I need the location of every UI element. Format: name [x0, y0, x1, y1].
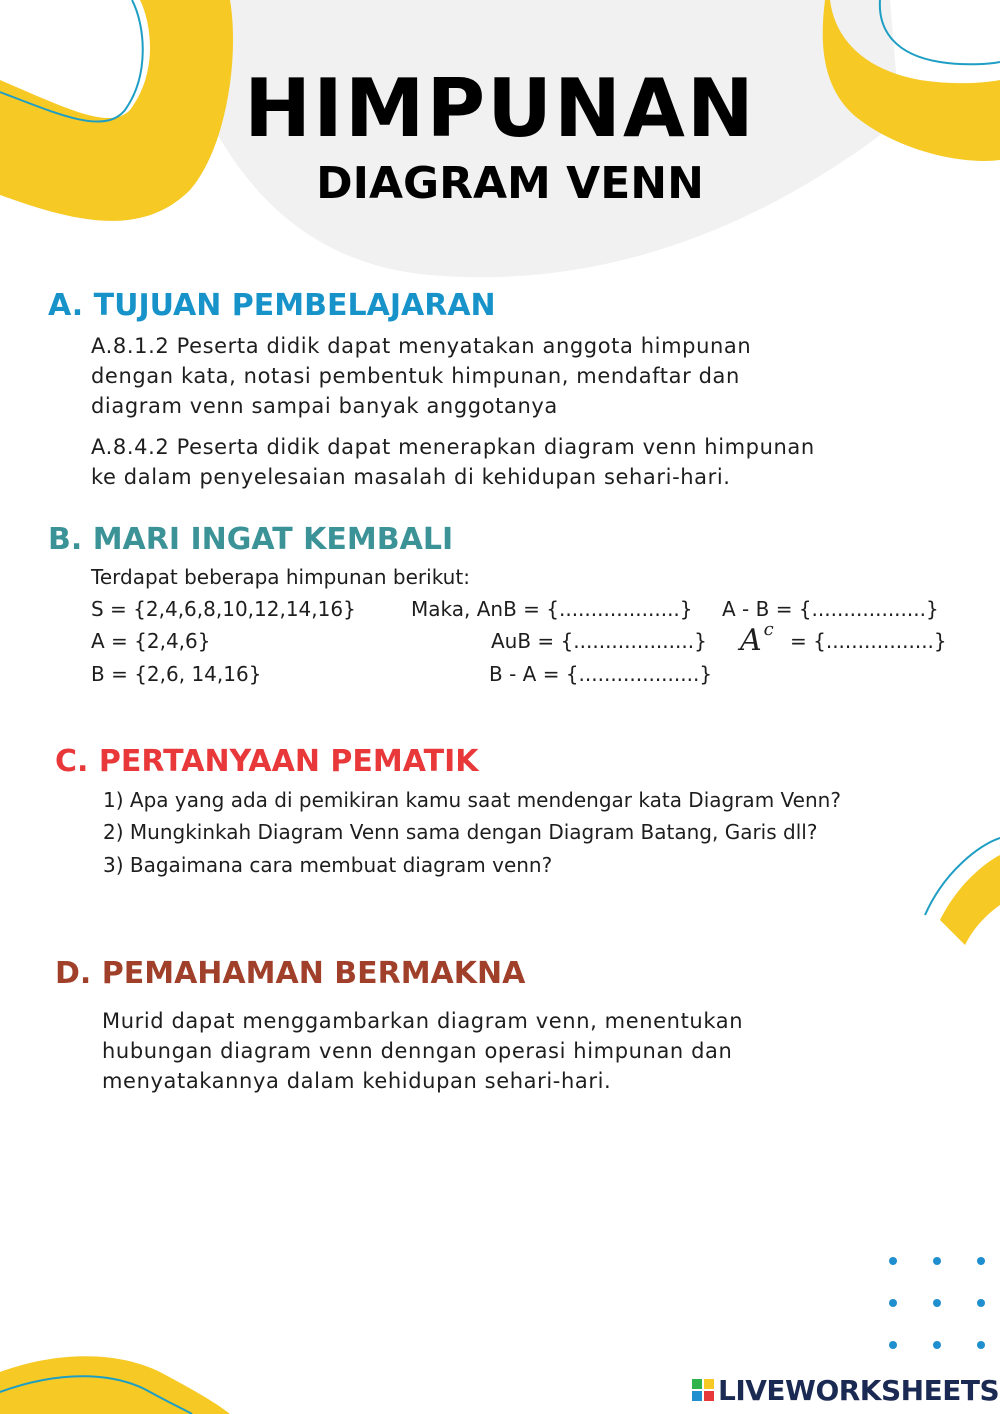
- section-c-heading: C. PERTANYAAN PEMATIK: [55, 744, 479, 779]
- section-d-line1: Murid dapat menggambarkan diagram venn, menentukan: [102, 1009, 744, 1033]
- dot-grid: [889, 1257, 985, 1349]
- set-s: S = {2,4,6,8,10,12,14,16}: [91, 597, 356, 621]
- question-a-minus-b: A - B = {..................}: [722, 597, 939, 621]
- question-b-minus-a: B - A = {...................}: [489, 662, 713, 686]
- page-title: HIMPUNAN: [244, 62, 756, 155]
- set-a: A = {2,4,6}: [91, 629, 211, 653]
- liveworksheets-logo-text: LIVEWORKSHEETS: [718, 1373, 1000, 1407]
- section-a-p1-line2: dengan kata, notasi pembentuk himpunan, mendaftar dan: [91, 364, 740, 388]
- teal-line-top-right: [880, 0, 1000, 64]
- section-a-heading: A. TUJUAN PEMBELAJARAN: [48, 288, 496, 323]
- section-b-intro: Terdapat beberapa himpunan berikut:: [91, 565, 470, 589]
- section-a-p1-line3: diagram venn sampai banyak anggotanya: [91, 394, 558, 418]
- question-item-1: 1) Apa yang ada di pemikiran kamu saat mendengar kata Diagram Venn?: [103, 788, 841, 812]
- section-a-p2-line2: ke dalam penyelesaian masalah di kehidupan sehari-hari.: [91, 465, 731, 489]
- question-intersection: Maka, AnB = {...................}: [411, 597, 693, 621]
- complement-symbol: A $^c$: [740, 619, 774, 658]
- section-d-line2: hubungan diagram venn denngan operasi himpunan dan: [102, 1039, 733, 1063]
- yellow-arc-right: [940, 855, 1000, 945]
- question-item-2: 2) Mungkinkah Diagram Venn sama dengan Diagram Batang, Garis dll?: [103, 820, 818, 844]
- liveworksheets-logo-icon: [692, 1379, 714, 1401]
- question-item-3: 3) Bagaimana cara membuat diagram venn?: [103, 853, 553, 877]
- question-union: AuB = {...................}: [491, 629, 707, 653]
- yellow-swoosh-bottom-left: [0, 1356, 230, 1414]
- set-b: B = {2,6, 14,16}: [91, 662, 262, 686]
- section-a-p2-line1: A.8.4.2 Peserta didik dapat menerapkan diagram venn himpunan: [91, 435, 815, 459]
- section-a-p1-line1: A.8.1.2 Peserta didik dapat menyatakan anggota himpunan: [91, 334, 752, 358]
- liveworksheets-logo[interactable]: [692, 1372, 999, 1408]
- question-complement: = {.................}: [790, 629, 947, 653]
- section-d-heading: D. PEMAHAMAN BERMAKNA: [55, 956, 526, 991]
- page-subtitle: DIAGRAM VENN: [316, 158, 704, 209]
- section-d-line3: menyatakannya dalam kehidupan sehari-hari.: [102, 1069, 612, 1093]
- section-b-heading: B. MARI INGAT KEMBALI: [48, 522, 454, 557]
